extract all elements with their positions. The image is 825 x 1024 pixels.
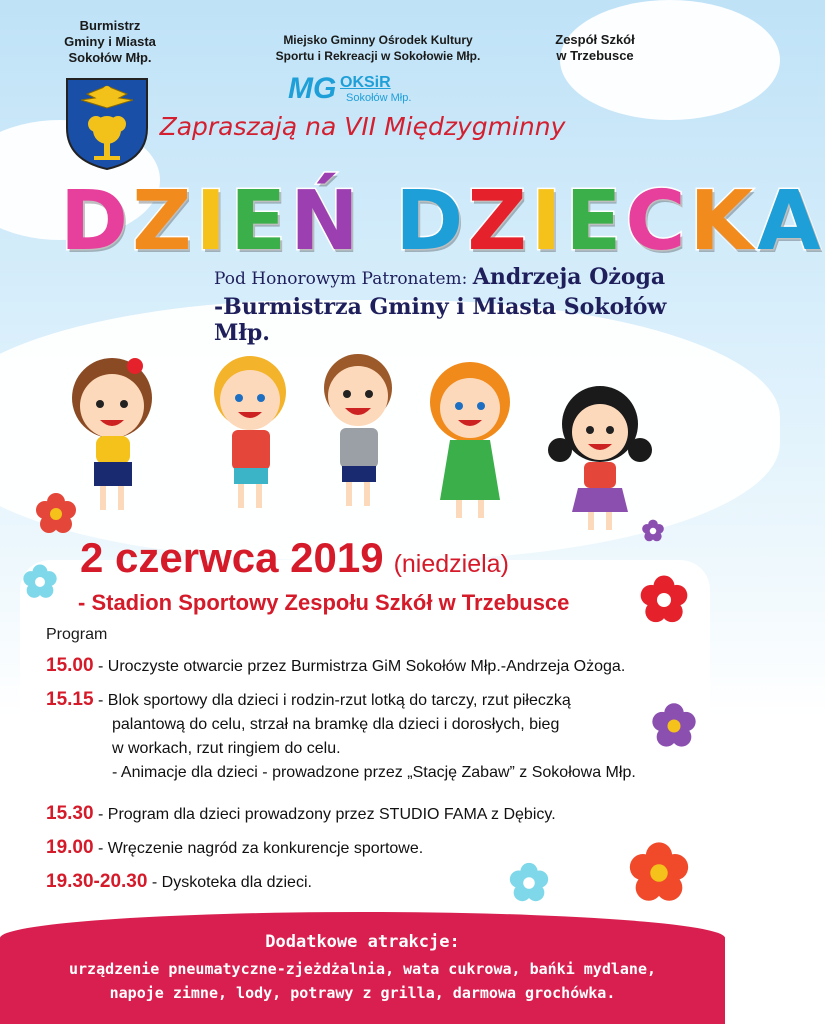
logo-subtitle-text: Sokołów Młp.	[346, 92, 412, 104]
extras-banner	[0, 912, 725, 1024]
program-desc: - Dyskoteka dla dzieci.	[151, 874, 312, 891]
patronage-prefix: Pod Honorowym Patronatem:	[214, 269, 468, 289]
title-letter: I	[195, 174, 231, 269]
extras-line: urządzenie pneumatyczne-zjeżdżalnia, wata cukrowa, bańki mydlane,	[69, 960, 656, 978]
program-time: 19.00	[46, 837, 94, 858]
program-desc: - Animacje dla dzieci - prowadzone przez „Stację Zabaw” z Sokołowa Młp.	[112, 764, 636, 781]
flower-icon	[636, 572, 692, 628]
program-desc: - Program dla dzieci prowadzony przez STUDIO FAMA z Dębicy.	[98, 806, 556, 823]
patronage-title: -Burmistrza Gminy i Miasta Sokołów Młp.	[214, 294, 667, 346]
mgoksir-logo	[288, 72, 448, 108]
program-time: 15.30	[46, 803, 94, 824]
program-time: 15.15	[46, 689, 94, 710]
children-illustration	[40, 340, 700, 540]
flower-icon	[20, 562, 60, 602]
organizer-culture-center	[228, 32, 528, 64]
title-letter	[363, 174, 396, 269]
event-date	[80, 534, 509, 582]
boy-grey-shirt-icon	[324, 354, 392, 506]
organizer-mayor	[50, 18, 170, 66]
program-desc: - Wręczenie nagród za konkurencje sportowe.	[98, 840, 424, 857]
flower-icon	[506, 860, 552, 906]
organizer-line: Sportu i Rekreacji w Sokołowie Młp.	[275, 49, 481, 63]
title-letter: E	[230, 174, 291, 269]
organizer-line: Zespół Szkół	[555, 32, 635, 47]
patronage	[214, 264, 725, 346]
title-letter: I	[530, 174, 566, 269]
organizer-school	[540, 32, 650, 64]
girl-red-bow-icon	[72, 358, 152, 510]
program-item	[46, 802, 556, 827]
weekday-text: (niedziela)	[393, 550, 509, 578]
girl-pigtails-icon	[548, 386, 652, 530]
program-item	[46, 836, 423, 861]
event-title	[60, 174, 825, 269]
boy-red-shirt-icon	[214, 356, 286, 508]
title-letter: E	[565, 174, 626, 269]
program-desc: w workach, rzut ringiem do celu.	[112, 740, 341, 757]
logo-mg-text: MG	[288, 72, 337, 105]
organizer-line: w Trzebusce	[556, 48, 634, 63]
logo-oksir-text: OKSiR	[340, 74, 391, 91]
invite-text: Zapraszają na VII Międzygminny	[159, 112, 566, 141]
program-time: 19.30-20.30	[46, 871, 148, 892]
organizer-line: Gminy i Miasta	[64, 34, 156, 49]
title-letter: Z	[132, 174, 196, 269]
organizer-line: Sokołów Młp.	[68, 50, 152, 65]
flower-icon	[32, 490, 80, 538]
extras-line: napoje zimne, lody, potrawy z grilla, darmowa grochówka.	[109, 984, 616, 1002]
program-desc: - Uroczyste otwarcie przez Burmistrza GiM Sokołów Młp.-Andrzeja Ożoga.	[98, 658, 626, 675]
title-letter: D	[395, 174, 468, 269]
title-letter: D	[60, 174, 133, 269]
program-item	[46, 870, 312, 895]
program-desc: - Blok sportowy dla dzieci i rodzin-rzut lotką do tarczy, rzut piłeczką	[98, 692, 571, 709]
date-text: 2 czerwca 2019	[80, 534, 384, 581]
extras-heading: Dodatkowe atrakcje:	[265, 932, 460, 952]
title-letter: A	[757, 174, 825, 269]
patronage-name: Andrzeja Ożoga	[472, 264, 666, 290]
organizer-line: Miejsko Gminny Ośrodek Kultury	[283, 33, 473, 47]
program-heading: Program	[46, 626, 108, 643]
title-letter: K	[689, 174, 758, 269]
title-letter: C	[625, 174, 690, 269]
title-letter: Z	[467, 174, 531, 269]
girl-green-dress-icon	[430, 362, 510, 518]
flower-icon	[640, 518, 666, 544]
flower-icon	[624, 838, 694, 908]
program-item	[46, 688, 636, 785]
program-time: 15.00	[46, 655, 94, 676]
program-item	[46, 654, 625, 679]
program-desc: palantową do celu, strzał na bramkę dla dzieci i dorosłych, bieg	[112, 716, 560, 733]
organizer-line: Burmistrz	[79, 18, 141, 33]
event-venue: - Stadion Sportowy Zespołu Szkół w Trzebusce	[78, 590, 570, 615]
flower-icon	[648, 700, 700, 752]
title-letter: Ń	[290, 174, 363, 269]
